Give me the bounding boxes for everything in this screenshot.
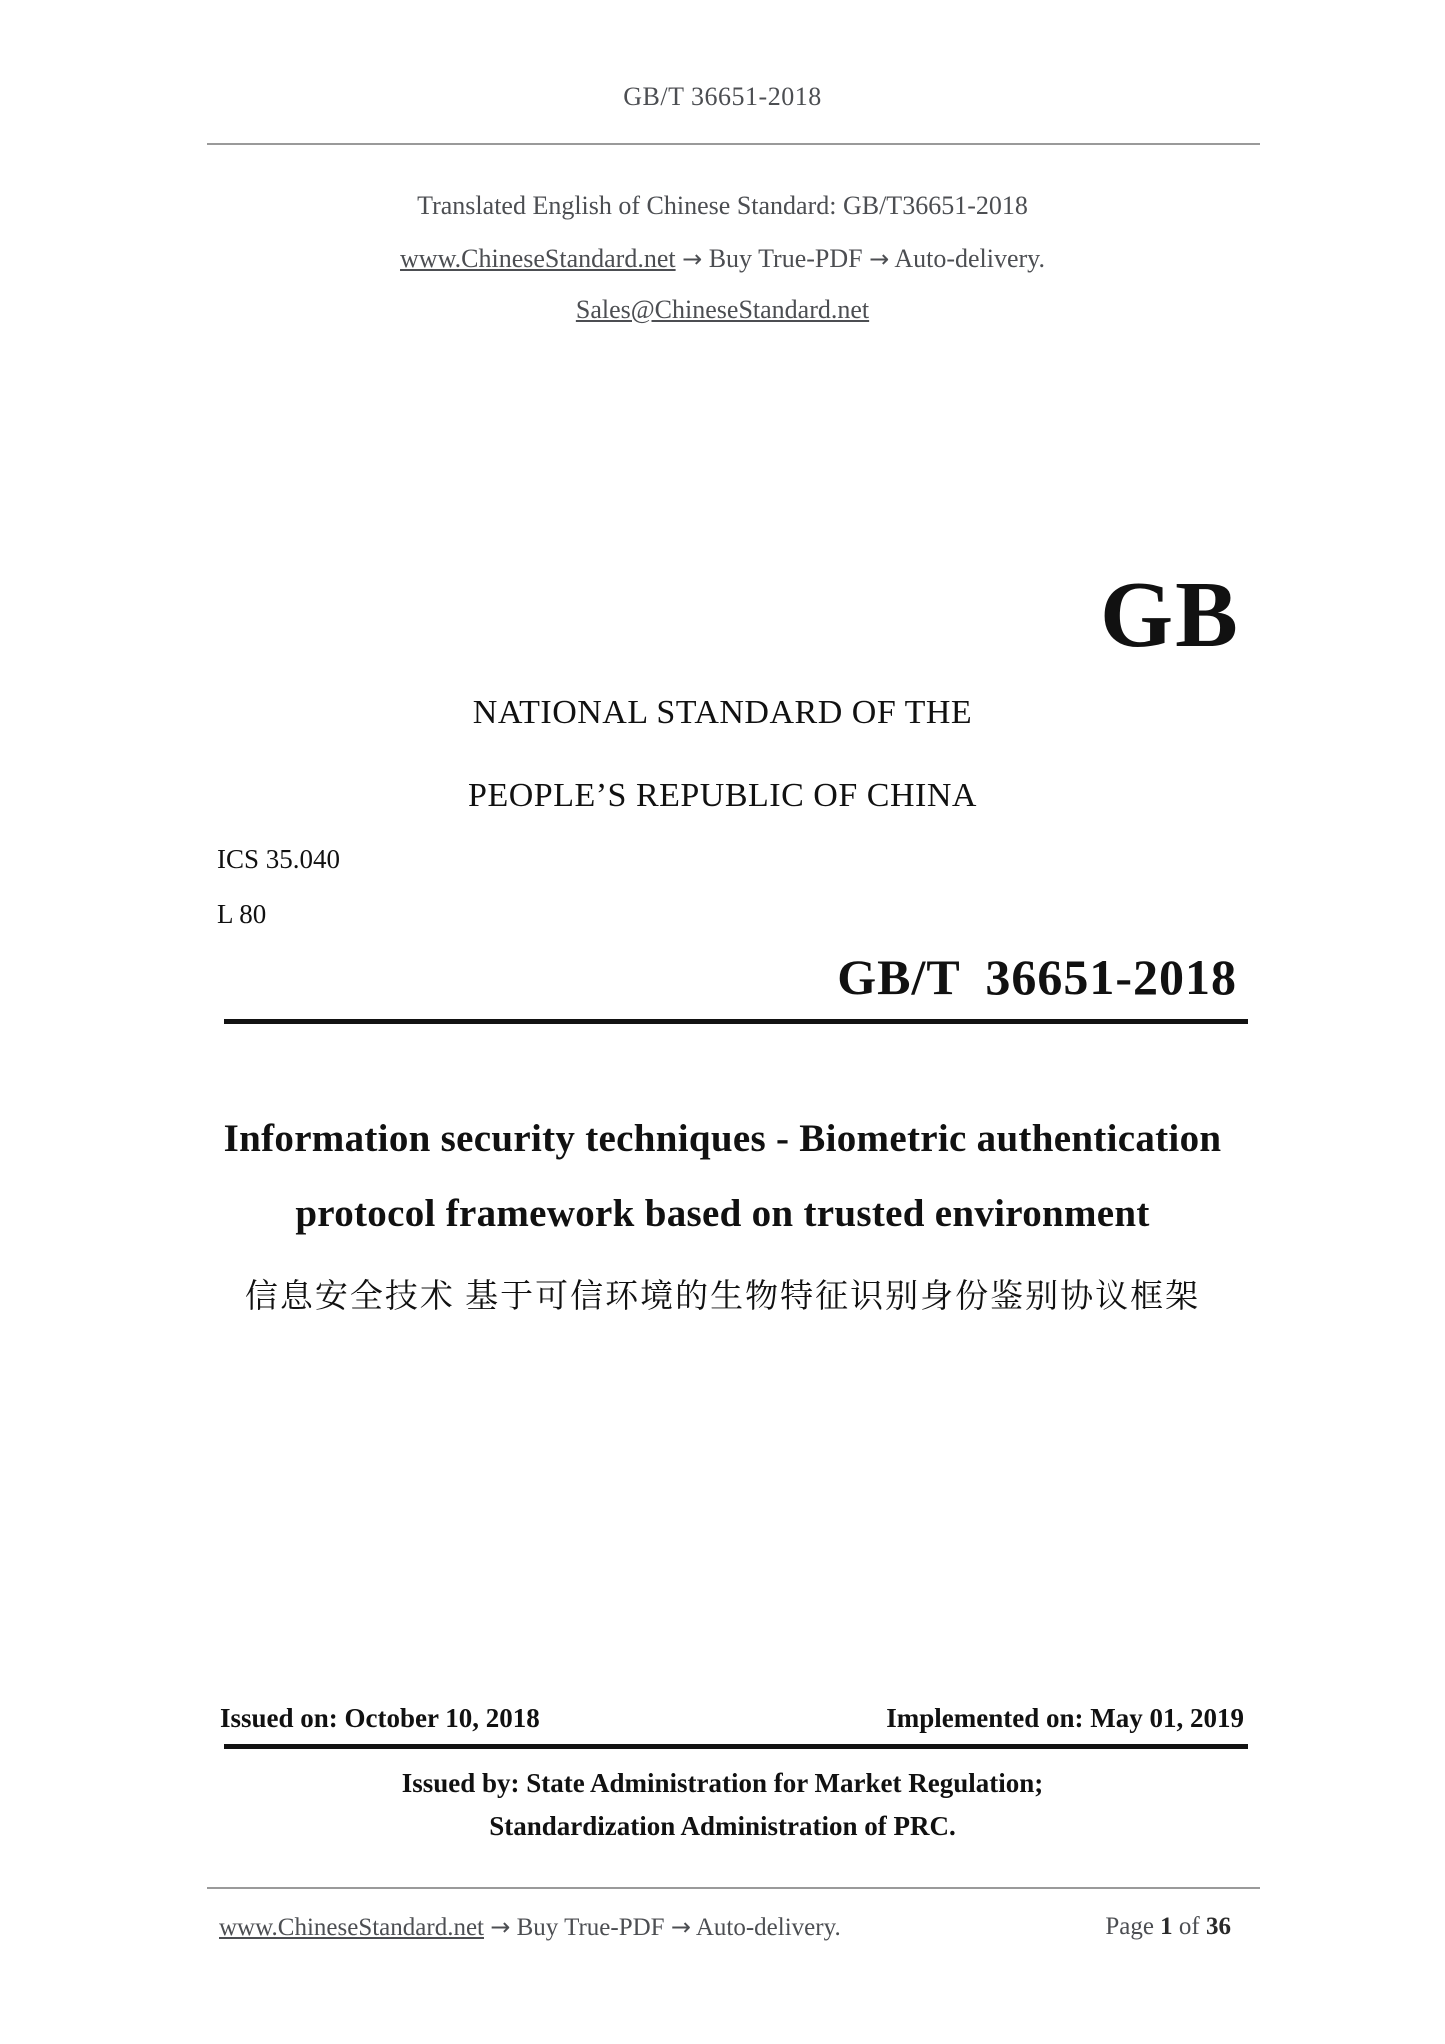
national-standard-line1: NATIONAL STANDARD OF THE [472, 694, 973, 731]
right-arrow-icon: → [670, 1913, 691, 1941]
right-arrow-icon: → [682, 245, 703, 273]
title-chinese: 信息安全技术 基于可信环境的生物特征识别身份鉴别协议框架 [244, 1279, 1201, 1315]
title-english-line2: protocol framework based on trusted environment [295, 1192, 1150, 1235]
purchase-tagline [0, 244, 1445, 274]
page-indicator [1105, 1913, 1231, 1941]
ics-code: ICS 35.040 [217, 844, 341, 874]
right-arrow-icon: → [490, 1913, 511, 1941]
buy-true-pdf-label: Buy True-PDF [708, 244, 863, 273]
implemented-on-date: Implemented on: May 01, 2019 [886, 1703, 1244, 1733]
running-header-doc-code: GB/T 36651-2018 [623, 82, 822, 111]
dates-rule [224, 1744, 1248, 1749]
standard-number: GB/T 36651-2018 [837, 949, 1237, 1005]
national-standard-line2: PEOPLE’S REPUBLIC OF CHINA [468, 777, 977, 814]
sales-email-line [0, 295, 1445, 325]
auto-delivery-label: Auto-delivery. [894, 244, 1045, 273]
sales-email-link[interactable]: Sales@ChineseStandard.net [575, 295, 870, 324]
right-arrow-icon: → [869, 245, 890, 273]
standard-number-rule [224, 1019, 1248, 1024]
issued-on-date: Issued on: October 10, 2018 [220, 1703, 540, 1733]
footer-divider-line [207, 1887, 1260, 1889]
translated-standard-tagline: Translated English of Chinese Standard: GB/T36651-2018 [417, 191, 1028, 220]
issuer-line1: Issued by: State Administration for Market Regulation; [401, 1768, 1044, 1798]
class-code: L 80 [217, 899, 267, 929]
footer-purchase-line [219, 1913, 841, 1942]
footer-site-link[interactable]: www.ChineseStandard.net [219, 1914, 484, 1941]
page-label: Page [1105, 1913, 1154, 1940]
of-label: of [1178, 1913, 1200, 1940]
footer-buy-true-pdf-label: Buy True-PDF [516, 1914, 665, 1941]
gb-logo: GB [1100, 563, 1240, 667]
current-page-number: 1 [1160, 1913, 1173, 1940]
site-link[interactable]: www.ChineseStandard.net [400, 244, 676, 273]
title-english-line1: Information security techniques - Biometric authentication [223, 1117, 1222, 1160]
header-divider-line [207, 143, 1260, 145]
issuer-line2: Standardization Administration of PRC. [489, 1811, 956, 1841]
footer-auto-delivery-label: Auto-delivery. [695, 1914, 841, 1941]
total-page-number: 36 [1206, 1913, 1231, 1940]
